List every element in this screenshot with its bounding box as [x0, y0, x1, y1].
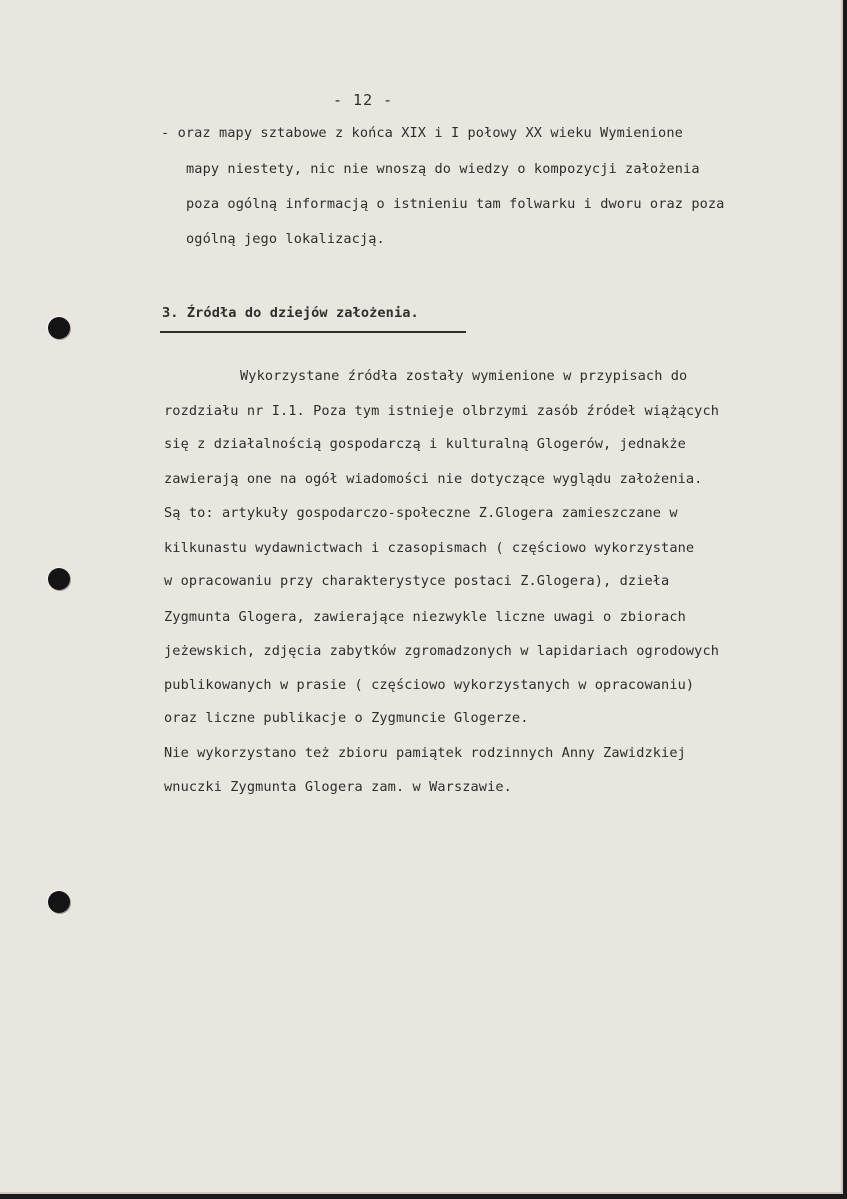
body-line-3: się z działalnością gospodarczą i kulturalną Glogerów, jednakże	[164, 436, 686, 452]
punch-hole-middle	[48, 568, 70, 590]
body-line-13: wnuczki Zygmunta Glogera zam. w Warszawie.	[164, 779, 512, 795]
section-heading: 3. Źródła do dziejów założenia.	[162, 305, 419, 321]
body-line-4: zawierają one na ogół wiadomości nie dotyczące wyglądu założenia.	[164, 471, 703, 487]
section-heading-underline	[160, 331, 466, 333]
body-line-7: w opracowaniu przy charakterystyce postaci Z.Glogera), dzieła	[164, 573, 670, 589]
body-line-12: Nie wykorzystano też zbioru pamiątek rodzinnych Anny Zawidzkiej	[164, 745, 686, 761]
body-line-5: Są to: artykuły gospodarczo-społeczne Z.Glogera zamieszczane w	[164, 505, 678, 521]
body-line-11: oraz liczne publikacje o Zygmuncie Glogerze.	[164, 710, 529, 726]
punch-hole-top	[48, 317, 70, 339]
body-line-8: Zygmunta Glogera, zawierające niezwykle liczne uwagi o zbiorach	[164, 609, 686, 625]
body-line-2: rozdziału nr I.1. Poza tym istnieje olbrzymi zasób źródeł wiążących	[164, 403, 720, 419]
intro-line-3: poza ogólną informacją o istnieniu tam folwarku i dworu oraz poza	[186, 196, 725, 212]
body-line-10: publikowanych w prasie ( częściowo wykorzystanych w opracowaniu)	[164, 677, 695, 693]
punch-hole-bottom	[48, 891, 70, 913]
body-line-9: jeżewskich, zdjęcia zabytków zgromadzonych w lapidariach ogrodowych	[164, 643, 720, 659]
body-line-6: kilkunastu wydawnictwach i czasopismach ( częściowo wykorzystane	[164, 540, 695, 556]
body-line-1: Wykorzystane źródła zostały wymienione w przypisach do	[240, 368, 688, 384]
intro-line-4: ogólną jego lokalizacją.	[186, 231, 385, 247]
intro-line-2: mapy niestety, nic nie wnoszą do wiedzy o kompozycji założenia	[186, 161, 700, 177]
intro-line-1: - oraz mapy sztabowe z końca XIX i I połowy XX wieku Wymienione	[161, 125, 683, 141]
page-number: - 12 -	[333, 91, 394, 109]
